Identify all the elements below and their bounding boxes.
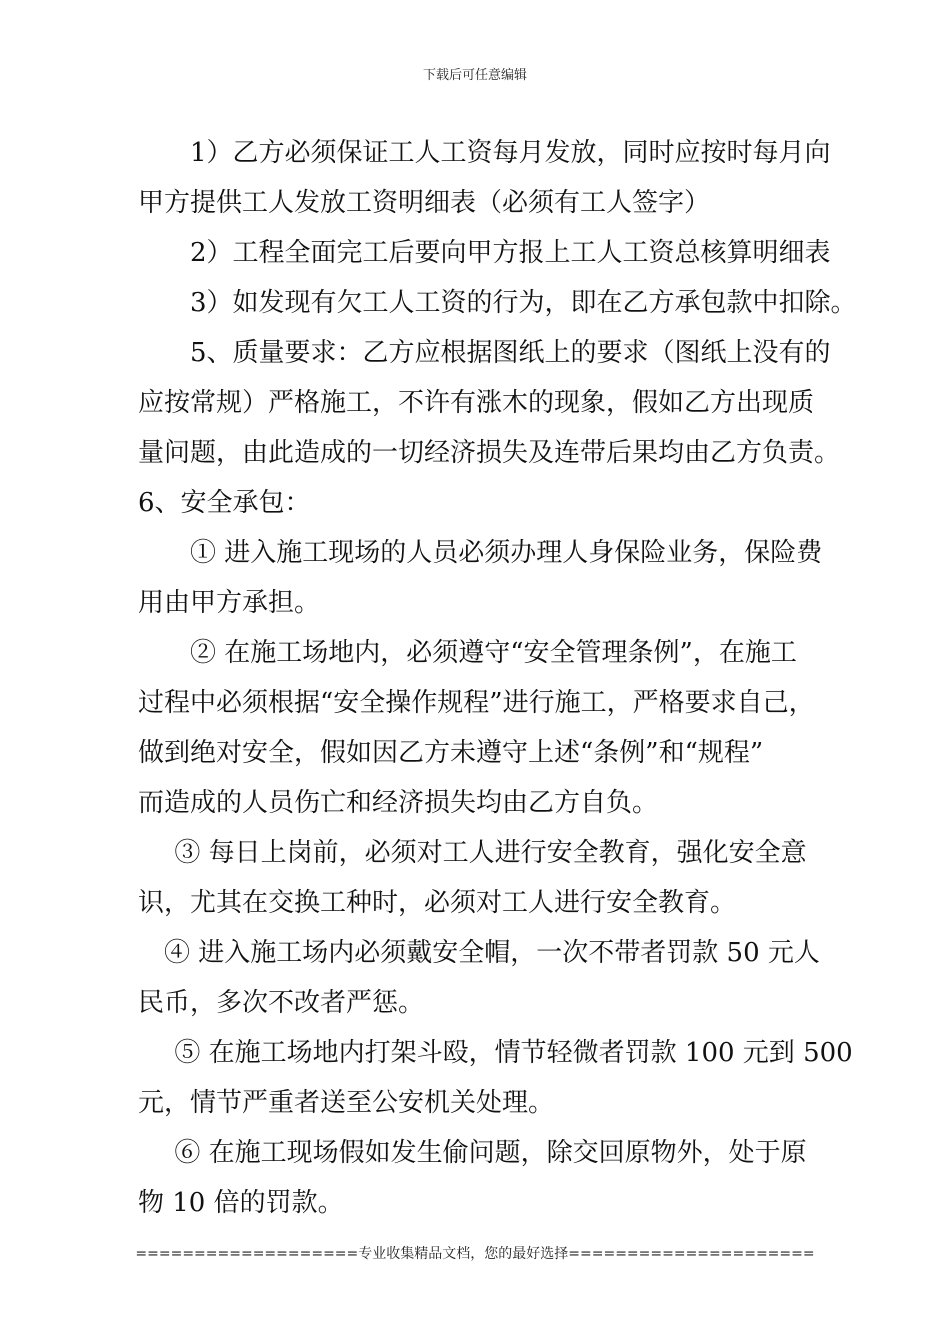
- header-note: 下载后可任意编辑: [422, 68, 527, 83]
- paragraph-line: 1）乙方必须保证工人工资每月发放，同时应按时每月向: [190, 138, 831, 168]
- section-heading: 6、安全承包：: [138, 488, 311, 518]
- paragraph-line: 物 10 倍的罚款。: [138, 1188, 344, 1218]
- paragraph-line: 甲方提供工人发放工资明细表（必须有工人签字）: [138, 188, 711, 218]
- paragraph-line: ⑤ 在施工场地内打架斗殴，情节轻微者罚款 100 元到 500: [174, 1038, 853, 1068]
- paragraph-line: 应按常规）严格施工，不许有涨木的现象，假如乙方出现质: [138, 388, 815, 418]
- paragraph-line: 元，情节严重者送至公安机关处理。: [138, 1088, 555, 1118]
- body-text: [138, 128, 857, 1228]
- paragraph-line: 量问题，由此造成的一切经济损失及连带后果均由乙方负责。: [138, 438, 841, 468]
- paragraph-line: 2）工程全面完工后要向甲方报上工人工资总核算明细表: [190, 238, 831, 268]
- paragraph-line: ⑥ 在施工现场假如发生偷问题，除交回原物外，处于原: [174, 1138, 807, 1168]
- paragraph-line: ① 进入施工现场的人员必须办理人身保险业务，保险费: [190, 538, 823, 568]
- paragraph-line: ④ 进入施工场内必须戴安全帽，一次不带者罚款 50 元人: [164, 938, 820, 968]
- paragraph-line: 识，尤其在交换工种时，必须对工人进行安全教育。: [138, 888, 737, 918]
- paragraph-line: 5、质量要求：乙方应根据图纸上的要求（图纸上没有的: [190, 338, 831, 368]
- paragraph-line: 而造成的人员伤亡和经济损失均由乙方自负。: [138, 788, 659, 818]
- paragraph-line: 做到绝对安全，假如因乙方未遵守上述“条例”和“规程”: [138, 738, 764, 768]
- paragraph-line: 过程中必须根据“安全操作规程”进行施工，严格要求自己，: [138, 688, 815, 718]
- paragraph-line: ② 在施工场地内，必须遵守“安全管理条例”，在施工: [190, 638, 797, 668]
- paragraph-line: 用由甲方承担。: [138, 588, 321, 618]
- paragraph-line: 民币，多次不改者严惩。: [138, 988, 425, 1018]
- footer-note: ===================专业收集精品文档，您的最好选择=====================: [135, 1246, 815, 1262]
- paragraph-line: 3）如发现有欠工人工资的行为，即在乙方承包款中扣除。: [190, 288, 857, 318]
- paragraph-line: ③ 每日上岗前，必须对工人进行安全教育，强化安全意: [174, 838, 807, 868]
